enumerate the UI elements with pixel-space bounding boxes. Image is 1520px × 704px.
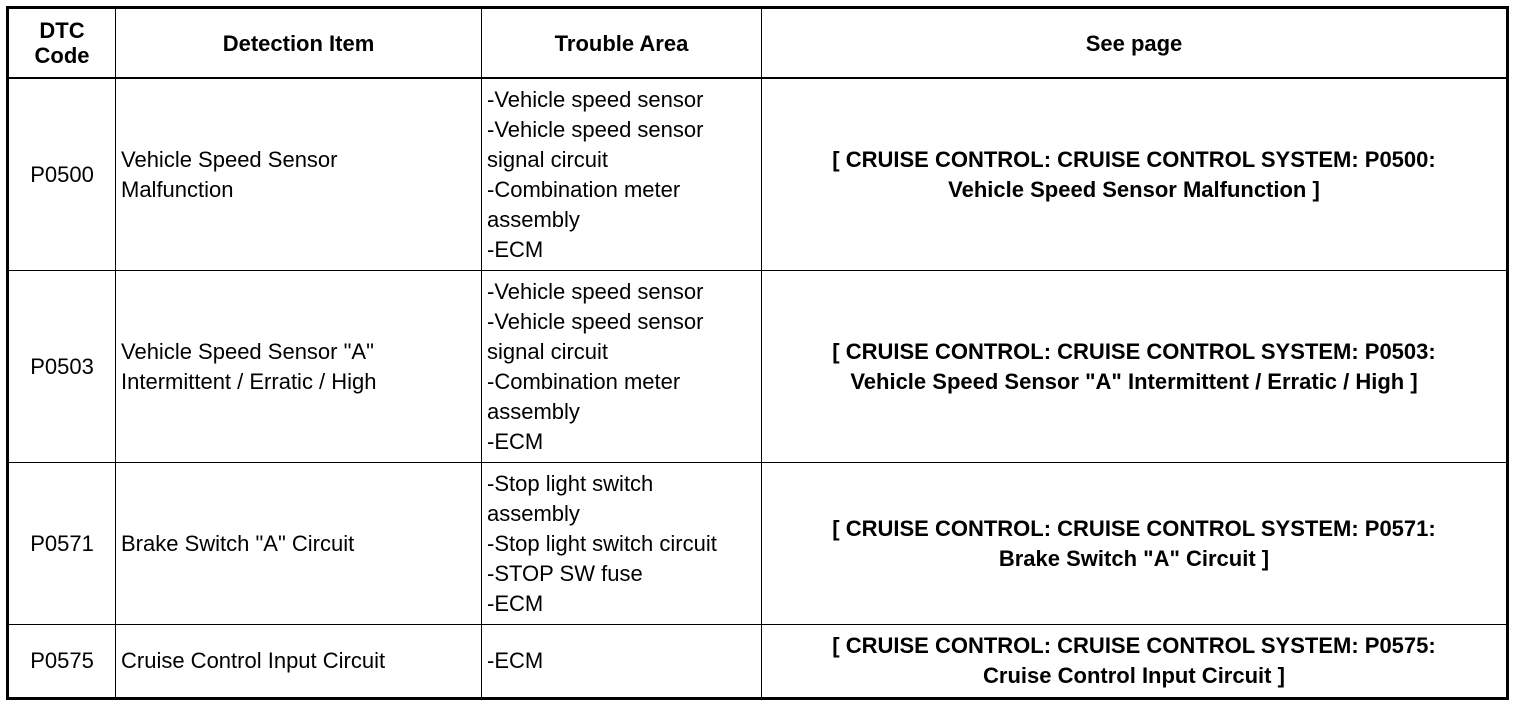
trouble-area-cell [482, 271, 762, 463]
trouble-area-line: -Combination meter [487, 368, 681, 394]
trouble-area-line: -ECM [487, 590, 544, 616]
detection-item-cell: Cruise Control Input Circuit [116, 625, 482, 699]
trouble-area-line: -ECM [487, 648, 544, 673]
header-trouble-area: Trouble Area [482, 8, 762, 79]
dtc-code-cell: P0500 [8, 78, 116, 271]
table-body [8, 78, 1508, 699]
trouble-area-line: signal circuit [487, 338, 609, 364]
see-page-link[interactable]: [ CRUISE CONTROL: CRUISE CONTROL SYSTEM: P0500: Vehicle Speed Sensor Malfunction ] [762, 78, 1508, 271]
table-header [8, 8, 1508, 79]
trouble-area-line: assembly [487, 500, 580, 526]
table-row [8, 78, 1508, 271]
trouble-area-line: signal circuit [487, 146, 609, 172]
header-detection-item: Detection Item [116, 8, 482, 79]
trouble-area-line: -Stop light switch [487, 470, 654, 496]
header-row [8, 8, 1508, 79]
trouble-area-line: -Stop light switch circuit [487, 530, 717, 556]
trouble-area-line: -STOP SW fuse [487, 560, 643, 586]
trouble-area-line: -ECM [487, 236, 544, 262]
detection-item-cell: Vehicle Speed Sensor "A" Intermittent / Erratic / High [116, 271, 482, 463]
trouble-area-line: -Combination meter [487, 176, 681, 202]
trouble-area-cell [482, 78, 762, 271]
trouble-area-line: -Vehicle speed sensor [487, 86, 704, 112]
table-row [8, 463, 1508, 625]
dtc-code-cell: P0571 [8, 463, 116, 625]
table-row [8, 625, 1508, 699]
trouble-area-line: -ECM [487, 428, 544, 454]
detection-item-cell: Brake Switch "A" Circuit [116, 463, 482, 625]
dtc-code-cell: P0575 [8, 625, 116, 699]
see-page-link[interactable]: [ CRUISE CONTROL: CRUISE CONTROL SYSTEM: P0575: Cruise Control Input Circuit ] [762, 625, 1508, 699]
detection-item-cell: Vehicle Speed Sensor Malfunction [116, 78, 482, 271]
see-page-link[interactable]: [ CRUISE CONTROL: CRUISE CONTROL SYSTEM: P0571: Brake Switch "A" Circuit ] [762, 463, 1508, 625]
trouble-area-cell [482, 463, 762, 625]
dtc-code-cell: P0503 [8, 271, 116, 463]
trouble-area-line: assembly [487, 398, 580, 424]
dtc-table [6, 6, 1509, 700]
trouble-area-line: assembly [487, 206, 580, 232]
trouble-area-line: -Vehicle speed sensor [487, 278, 704, 304]
header-dtc-code-label: DTC Code [34, 18, 90, 68]
header-see-page: See page [762, 8, 1508, 79]
trouble-area-line: -Vehicle speed sensor [487, 116, 704, 142]
trouble-area-cell [482, 625, 762, 699]
header-dtc-code [8, 8, 116, 79]
trouble-area-line: -Vehicle speed sensor [487, 308, 704, 334]
see-page-link[interactable]: [ CRUISE CONTROL: CRUISE CONTROL SYSTEM: P0503: Vehicle Speed Sensor "A" Intermittent / Erratic / High ] [762, 271, 1508, 463]
table-row [8, 271, 1508, 463]
